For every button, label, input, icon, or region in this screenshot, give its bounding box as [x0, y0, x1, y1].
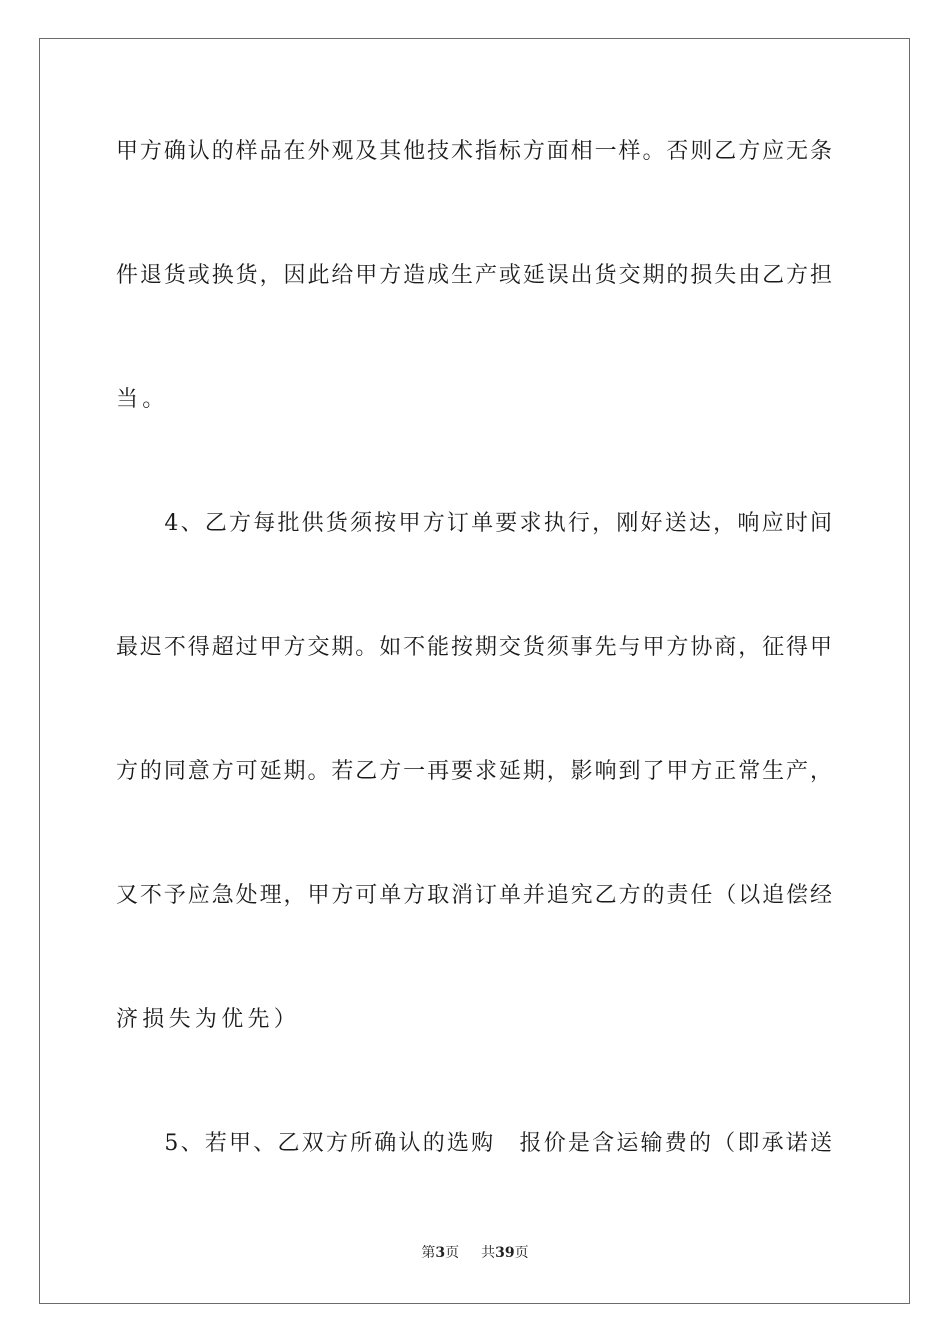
total-prefix: 共 [481, 1245, 496, 1261]
body-text-line-2: 件退货或换货，因此给甲方造成生产或延误出货交期的损失由乙方担 [116, 263, 832, 288]
body-text-line-3: 当。 [116, 387, 169, 412]
page-footer [0, 1244, 950, 1262]
body-text-line-7: 又不予应急处理，甲方可单方取消订单并追究乙方的责任（以追偿经 [116, 883, 832, 908]
total-page-count: 39 [495, 1245, 515, 1261]
page-suffix: 页 [445, 1245, 460, 1261]
body-text-line-1: 甲方确认的样品在外观及其他技术指标方面相一样。否则乙方应无条 [116, 139, 832, 164]
page-border [39, 38, 910, 1304]
body-text-line-6: 方的同意方可延期。若乙方一再要求延期，影响到了甲方正常生产， [116, 759, 832, 784]
current-page-number: 3 [435, 1245, 446, 1261]
body-text-line-8: 济损失为优先） [116, 1007, 301, 1032]
body-text-line-5: 最迟不得超过甲方交期。如不能按期交货须事先与甲方协商，征得甲 [116, 635, 832, 660]
body-text-line-9: 5、若甲、乙双方所确认的选购 报价是含运输费的（即承诺送 [116, 1131, 832, 1156]
total-suffix: 页 [514, 1245, 529, 1261]
page-prefix: 第 [421, 1245, 436, 1261]
body-text-line-4: 4、乙方每批供货须按甲方订单要求执行，刚好送达，响应时间 [116, 511, 832, 536]
